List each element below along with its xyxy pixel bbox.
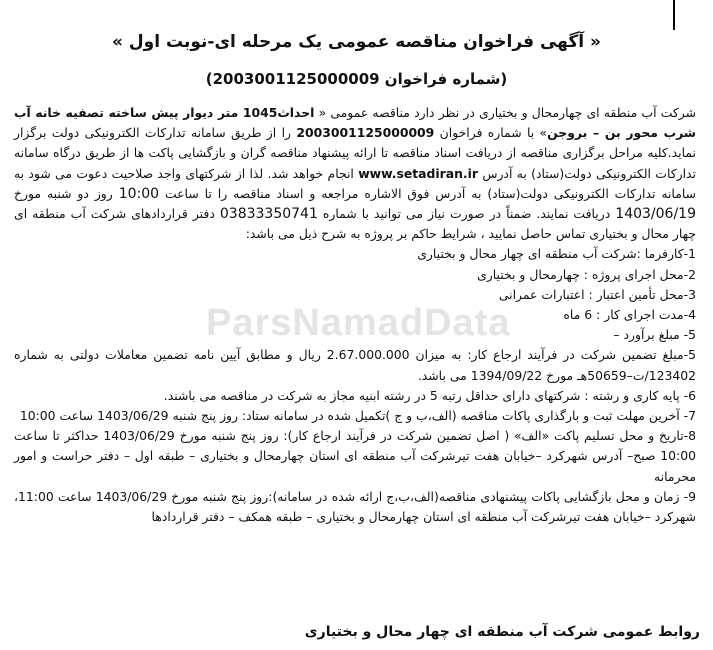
deadline-date: 1403/06/19 [615,206,696,223]
notice-title: « آگهی فراخوان مناقصه عمومی یک مرحله ای-نوبت اول » [112,32,601,52]
intro-text-2: » با شماره فراخوان [434,125,548,141]
intro-text-4: انجام خواهد شد. لذا از شرکتهای واجد صلاحیت دعوت می شود به سامانه تدارکات الکترونیکی دولت(ستاد) به آدرس فوق الاشاره مراجعه و اسناد مناقصه را تا ساعت [14,165,696,201]
condition-item: 9- زمان و محل بازگشایی پاکات پیشنهادی مناقصه(الف،ب،ج ارائه شده در سامانه):روز پنج شنبه مورخ 1403/06/29 ساعت 11:00، شهرکرد –خیابان هفت تیرشرکت آب منطقه ای استان چهارمحال و بختیاری – طبقه همکف – دفتر قراردادها [14,488,696,525]
deadline-time: 10:00 [118,185,160,202]
intro-text-3: را از طریق سامانه تدارکات الکترونیکی دولت برگزار نماید.کلیه مراحل برگزاری مناقصه از دریافت اسناد مناقصه تا ارائه پیشنهاد مناقصه گران و بازگشایی پاکت ها از طریق درگاه سامانه تدارکات الکترونیکی دولت(ستاد) به آدرس [14,125,697,181]
condition-item: 2-محل اجرای پروژه : چهارمحال و بختیاری [477,266,696,282]
website-link[interactable]: www.setadiran.ir [358,165,478,181]
condition-item: 1-کارفرما :شرکت آب منطقه ای چهار محال و بختیاری [417,246,696,262]
intro-text-6: دریافت نمایند. ضمناً در صورت نیاز می توانید با شماره [317,206,616,222]
intro-paragraph [14,103,696,244]
public-relations-signature: روابط عمومی شرکت آب منطقه ای چهار محال و بختیاری [304,624,700,640]
condition-item: 7- آخرین مهلت ثبت و بارگذاری پاکات مناقصه (الف،ب و ج )تکمیل شده در سامانه ستاد: روز پنج شنبه 1403/06/29 ساعت 10:00 [19,408,696,424]
call-number-heading: (شماره فراخوان 2003001125000009) [205,70,508,88]
condition-item: 4-مدت اجرای کار : 6 ماه [563,307,696,323]
condition-item: 3-محل تأمین اعتبار : اعتبارات عمرانی [498,286,696,302]
watermark-text: ParsNamadData [206,302,511,344]
intro-text-5: روز دو شنبه مورخ [14,185,119,201]
call-number: 2003001125000009 [296,125,435,141]
intro-text-7: دفتر قراردادهای شرکت آب منطقه ای چهار محال و بختیاری تماس حاصل نمایید ، شرایط حاکم بر پروژه به شرح ذیل می باشد: [14,206,696,242]
condition-item: 6- پایه کاری و رشته : شرکتهای دارای حداقل رتبه 5 در رشته ابنیه مجاز به شرکت در مناقصه می باشند. [163,387,696,403]
intro-text-1: شرکت آب منطقه ای چهارمحال و بختیاری در نظر دارد مناقصه عمومی « [314,105,696,120]
project-name: احداث1045 متر دیوار پیش ساخته تصفیه خانه آب شرب محور بن – بروجن [14,105,696,141]
notice-body [14,103,696,527]
condition-item: 8-تاریخ و محل تسلیم پاکت «الف» ( اصل تضمین شرکت در فرآیند ارجاع کار): روز پنج شنبه مورخ 1403/06/29 حداکثر تا ساعت 10:00 صبح– آدرس شهرکرد –خیابان هفت تیرشرکت آب منطقه ای استان چهارمحال و بختیاری – طبقه اول – دفتر حراست و امور محرمانه [14,428,697,484]
condition-item: 5- مبلغ برآورد – [613,327,696,343]
condition-item: 5-مبلغ تضمین شرکت در فرآیند ارجاع کار: به میزان 2.67.000.000 ریال و مطابق آیین نامه تضمین معاملات دولتی به شماره 123402/ت–50659هـ مورخ 1394/09/22 می باشد. [14,347,696,383]
corner-divider [673,0,675,30]
contact-phone: 03833350741 [219,206,318,223]
